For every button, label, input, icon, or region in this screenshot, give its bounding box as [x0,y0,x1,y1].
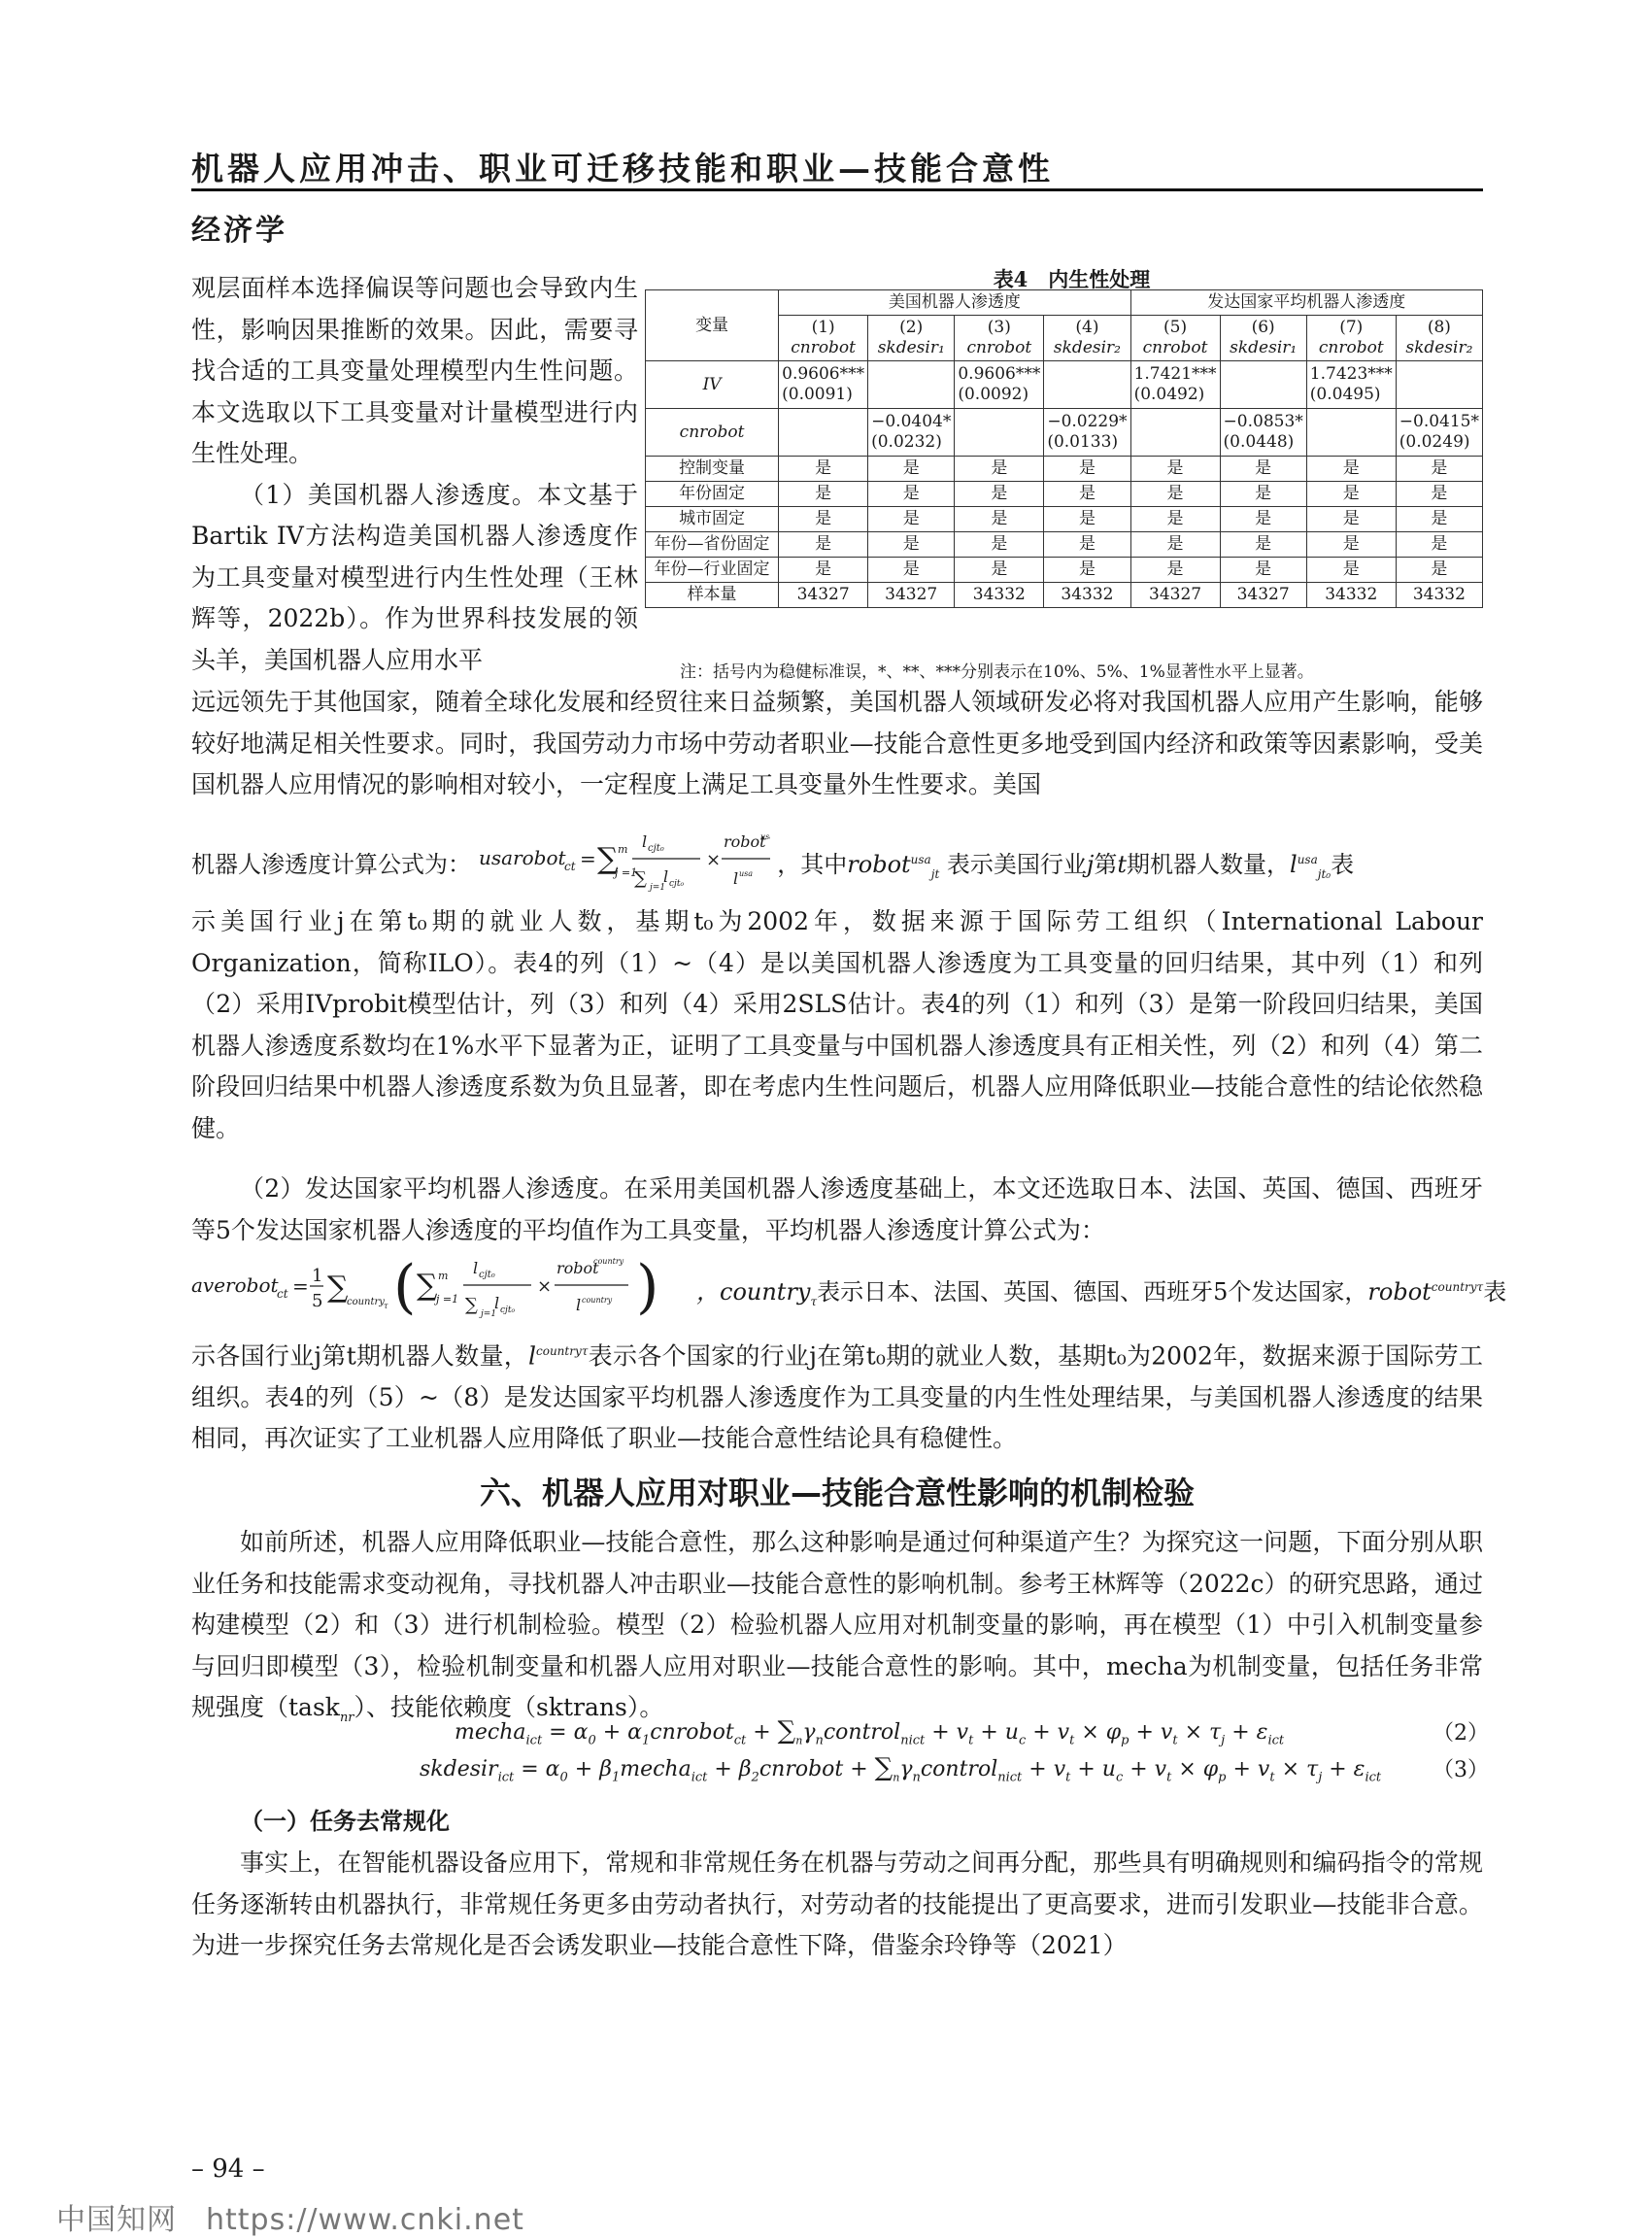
svg-text:l: l [576,1296,582,1314]
table-cell: 是 [1220,507,1306,532]
table-cell: 34327 [1220,583,1306,608]
table-col-header: (7) cnrobot [1306,316,1396,361]
article-running-title: 机器人应用冲击、职业可迁移技能和职业—技能合意性 [191,150,1054,187]
formula1-mid2: 第 [1094,851,1118,878]
svg-text:m: m [438,1270,449,1282]
svg-text:usarobot: usarobot [478,846,566,869]
svg-text:ct: ct [277,1287,288,1301]
svg-text:∑: ∑ [596,842,619,876]
table-cell: 是 [955,558,1044,583]
table-cell: −0.0229* (0.0133) [1044,409,1130,457]
left-column-text [191,268,638,681]
table-row-sample-size [646,583,1483,608]
table-cell: 是 [1396,558,1482,583]
table-cell: 是 [868,532,955,558]
svg-text:robot: robot [556,1259,599,1277]
table-cell: 是 [868,457,955,482]
subsection-paragraph-block [191,1843,1483,1967]
table-note: 注：括号内为稳健标准误，*、**、***分别表示在10%、5%、1%显著性水平上显著。 [680,662,1314,682]
developed-tail-b: 表示各个国家的行业j在第t₀期的就业人数，基期t₀为2002年，数据来源于国际劳工组织。表4的列（5）~（8）是发达国家平均机器人渗透度作为工具变量的内生性处理结果，与美国机器人渗透度的结果相同，再次证实了工业机器人应用降低了职业—技能合意性结论具有稳健性。 [191,1341,1483,1453]
table-cell: 0.9606*** (0.0091) [779,361,868,409]
equation-2-number: （2） [1433,1721,1489,1746]
svg-text:j=1: j=1 [481,1309,497,1319]
table-col-header: (1) cnrobot [779,316,868,361]
formula1-mid: 表示美国行业 [946,851,1087,878]
table-col-header: (5) cnrobot [1130,316,1220,361]
section6-paragraph-block [191,1522,1483,1740]
table-row [646,558,1483,583]
equation-2: mecha$_{ict}$ = $\alpha_0$ + $\alpha_1cnrobot_{ct}$ + $\sum_n\gamma_ncontrol_{nict} + v_t + u_c + v_t \times \varphi_p + v_t \times \tau_j + \varepsilon_{ict}$ [455,1716,1285,1748]
table-cell: 是 [1130,482,1220,507]
equation-3-number: （3） [1433,1758,1489,1782]
table-cell: 是 [868,558,955,583]
table-cell: 是 [1306,532,1396,558]
svg-text:=: = [292,1274,309,1298]
paragraph-continued [191,682,1483,806]
svg-text:l: l [641,832,647,851]
paragraph-us-robot-tail-block [191,901,1483,1149]
formula1-end: 表 [1331,851,1355,878]
section6-p1-text: 如前所述，机器人应用降低职业—技能合意性，那么这种影响是通过何种渠道产生？为探究这一问题，下面分别从职业任务和技能需求变动视角，寻找机器人冲击职业—技能合意性的影响机制。参考王林辉等（2022c）的研究思路，通过构建模型（2）和（3）进行机制检验。模型（2）检验机器人应用对机制变量的影响，再在模型（1）中引入机制变量参与回归即模型（3），检验机制变量和机器人应用对职业—技能合意性的影响。其中，mecha为机制变量，包括任务非常规强度（task [191,1528,1483,1721]
table-cell: 是 [1396,507,1482,532]
journal-name: 经济学 [191,214,287,248]
svg-text:∑: ∑ [417,1269,438,1303]
table-row [646,532,1483,558]
section6-p1-mid: ）、技能依赖度（sktrans）。 [354,1693,664,1721]
table-row-cnrobot [646,409,1483,457]
table-cell: 1.7423*** (0.0495) [1306,361,1396,409]
table-row-label: 年份固定 [646,482,779,507]
table-cell [1306,409,1396,457]
formula-usarobot [479,826,770,906]
formula-averobot-line: averobot ct = 1 5 ∑ country τ ( ∑ m j =1 l cjt₀ ∑ j=1 l cjt₀ × robot country l country ) ，country$_\tau$表示日本、法国、英国、德国、西班牙5个发达国家，robot$^{country\tau}$表 [191,1248,1483,1339]
table-cell: 是 [1220,457,1306,482]
table-cell: 是 [868,507,955,532]
subsection-paragraph: 事实上，在智能机器设备应用下，常规和非常规任务在机器与劳动之间再分配，那些具有明确规则和编码指令的常规任务逐渐转由机器执行，非常规任务更多由劳动者执行，对劳动者的技能提出了更高要求，进而引发职业—技能非合意。为进一步探究任务去常规化是否会诱发职业—技能合意性下降，借鉴余玲铮等（2021） [191,1848,1483,1959]
table-row-label: IV [646,361,779,409]
svg-text:×: × [537,1276,553,1297]
table-cell: 34332 [955,583,1044,608]
table-cell: 1.7421*** (0.0492) [1130,361,1220,409]
table-col-header: (2) skdesir₁ [868,316,955,361]
table-cell [955,409,1044,457]
svg-text:cjt₀: cjt₀ [647,843,664,854]
svg-text:l: l [494,1294,500,1312]
table-cell: 34327 [1130,583,1220,608]
table-cell: 是 [1306,482,1396,507]
table-var-header: 变量 [646,290,779,361]
table-cell [868,361,955,409]
svg-text:m: m [617,843,628,856]
watermark-url: https://www.cnki.net [206,2203,524,2237]
table-cell: −0.0853* (0.0448) [1220,409,1306,457]
svg-text:(: ( [393,1253,417,1321]
table-cell: 是 [1306,457,1396,482]
svg-text:j =1: j =1 [436,1293,459,1306]
paragraph-developed-tail-block [191,1331,1483,1460]
formula-usarobot-svg [479,826,770,894]
svg-text:l: l [473,1259,479,1277]
watermark-cn: 中国知网 [56,2203,177,2237]
svg-text:j=1: j=1 [649,883,665,893]
table-group-us: 美国机器人渗透度 [779,290,1130,316]
svg-text:∑: ∑ [327,1271,349,1305]
formula-averobot-svg [191,1248,696,1326]
paragraph-developed-tail: 示各国行业j第t期机器人数量，$l^{country\tau}$表示各个国家的行业j在第t₀期的就业人数，基期t₀为2002年，数据来源于国际劳工组织。表4的列（5）~（8）是发达国家平均机器人渗透度作为工具变量的内生性处理结果，与美国机器人渗透度的结果相同，再次证实了工业机器人应用降低了职业—技能合意性结论具有稳健性。 [191,1341,1483,1453]
svg-text:j =1: j =1 [614,866,637,879]
formula2-end: 表 [1483,1278,1507,1306]
subsection-heading: （一）任务去常规化 [240,1808,450,1835]
formula1-mid3: 期机器人数量， [1127,851,1291,878]
svg-text:cjt₀: cjt₀ [479,1270,495,1280]
table-cell: 是 [1044,507,1130,532]
table-cell: 是 [1220,482,1306,507]
formula2-mid: 表示日本、法国、英国、德国、西班牙5个发达国家， [817,1278,1368,1306]
table-cell: 是 [1130,532,1220,558]
developed-tail-a: 示各国行业j第t期机器人数量， [191,1341,528,1371]
table-row-label: 样本量 [646,583,779,608]
table-cell: 是 [779,558,868,583]
table-cell: 34332 [1306,583,1396,608]
table-cell [779,409,868,457]
svg-text:τ: τ [384,1302,388,1310]
svg-text:): ) [636,1253,659,1321]
table-cell: 是 [1396,532,1482,558]
svg-text:country: country [593,1257,624,1266]
equation-3: skdesir$_{ict}$ = $\alpha_0$ + $\beta_1mecha_{ict}$ + $\beta_2cnrobot$ + $\sum_n\gamma_ncontrol_{nict} + v_t + u_c + v_t \times \varphi_p + v_t \times \tau_j + \varepsilon_{ict}$ [420,1753,1382,1785]
table-row [646,507,1483,532]
table-col-header: (4) skdesir₂ [1044,316,1130,361]
formula-averobot [191,1248,696,1339]
table-row [646,457,1483,482]
table-cell: 是 [955,532,1044,558]
table-cell: 34327 [779,583,868,608]
table-cell: 是 [1044,558,1130,583]
table-cell: 是 [1396,457,1482,482]
svg-text:=: = [579,847,596,870]
svg-text:∑: ∑ [465,1295,478,1315]
formula-usarobot-line: 机器人渗透度计算公式为： usarobot ct = ∑ m j =1 l cjt₀ ∑ j=1 l cjt₀ × robot us l usa ，其中robot$^{usa}_{jt}$ 表示美国行业j第t期机器人数量，$l^{usa}_{jt_0}$表 [191,826,1483,906]
table-cell: 是 [1396,482,1482,507]
table-row-label: 城市固定 [646,507,779,532]
table-cell [1044,361,1130,409]
section6-p1-sub: nr [339,1711,354,1725]
table-cell: 是 [779,532,868,558]
table-cell: 是 [955,482,1044,507]
formula1-suffix: ，其中 [777,851,848,878]
svg-text:cjt₀: cjt₀ [668,879,684,889]
table-cell: 是 [779,482,868,507]
table-row-label: 控制变量 [646,457,779,482]
table-cell: 34332 [1396,583,1482,608]
svg-text:ct: ct [563,860,576,873]
table-col-header: (3) cnrobot [955,316,1044,361]
table-cell: −0.0404* (0.0232) [868,409,955,457]
table-cell: −0.0415* (0.0249) [1396,409,1482,457]
svg-text:country: country [582,1296,613,1305]
paragraph-developed-head: （2）发达国家平均机器人渗透度。在采用美国机器人渗透度基础上，本文还选取日本、法国、英国、德国、西班牙等5个发达国家机器人渗透度的平均值作为工具变量，平均机器人渗透度计算公式为： [191,1174,1483,1244]
table-cell [1130,409,1220,457]
svg-text:l: l [662,867,668,886]
table-group-developed: 发达国家平均机器人渗透度 [1130,290,1482,316]
table-fixed-effects [646,457,1483,583]
svg-text:usa: usa [738,869,753,878]
paragraph-us-robot-cont: 远远领先于其他国家，随着全球化发展和经贸往来日益频繁，美国机器人领域研发必将对我国机器人应用产生影响，能够较好地满足相关性要求。同时，我国劳动力市场中劳动者职业—技能合意性更多地受到国内经济和政策等因素影响，受美国机器人应用情况的影响相对较小，一定程度上满足工具变量外生性要求。美国 [191,688,1483,798]
table-cell: 34332 [1044,583,1130,608]
table-cell: 是 [779,457,868,482]
section-heading: 六、机器人应用对职业—技能合意性影响的机制检验 [479,1475,1195,1511]
svg-text:×: × [705,850,721,870]
table-row-label: cnrobot [646,409,779,457]
table-cell: 是 [955,457,1044,482]
table-cell: 是 [1130,507,1220,532]
table-row [646,482,1483,507]
header-rule [191,188,1483,191]
table-col-header: (6) skdesir₁ [1220,316,1306,361]
cnki-watermark [56,2195,524,2238]
table-col-header: (8) skdesir₂ [1396,316,1482,361]
table-cell: 是 [1306,558,1396,583]
svg-text:l: l [732,869,738,888]
svg-text:country: country [347,1297,385,1307]
table-cell: 是 [955,507,1044,532]
table-cell: 是 [779,507,868,532]
table-cell: 是 [868,482,955,507]
page-number: – 94 – [191,2154,265,2184]
table-cell: 是 [1306,507,1396,532]
table-cell: 是 [1044,482,1130,507]
svg-text:cjt₀: cjt₀ [500,1306,516,1315]
formula1-prefix: 机器人渗透度计算公式为： [191,851,471,878]
paragraph-developed-block [191,1169,1483,1251]
table-title: 表4 内生性处理 [993,267,1151,291]
table-cell: 是 [1220,532,1306,558]
svg-text:usa: us [759,832,769,841]
table-cell: 是 [1044,532,1130,558]
table-cell: 是 [1220,558,1306,583]
paragraph-endogeneity: 观层面样本选择偏误等问题也会导致内生性，影响因果推断的效果。因此，需要寻找合适的工具变量处理模型内生性问题。本文选取以下工具变量对计量模型进行内生性处理。 [191,274,638,467]
table-cell [1220,361,1306,409]
table-cell: 是 [1044,457,1130,482]
table-cell: 0.9606*** (0.0092) [955,361,1044,409]
table-row-label: 年份—省份固定 [646,532,779,558]
section6-paragraph [191,1522,1483,1740]
paragraph-us-robot: （1）美国机器人渗透度。本文基于Bartik IV方法构造美国机器人渗透度作为工具变量对模型进行内生性处理（王林辉等，2022b）。作为世界科技发展的领头羊，美国机器人应用水平 [191,480,638,674]
table-row-label: 年份—行业固定 [646,558,779,583]
table-cell [1396,361,1482,409]
table-endogeneity [645,289,1483,608]
table-row-iv [646,361,1483,409]
table-cell: 是 [1130,558,1220,583]
svg-text:averobot: averobot [191,1273,279,1297]
svg-text:5: 5 [312,1291,323,1311]
paragraph-us-robot-tail: 示美国行业j在第t₀期的就业人数，基期t₀为2002年，数据来源于国际劳工组织（International Labour Organization，简称ILO）。表4的列（1）~（4）是以美国机器人渗透度为工具变量的回归结果，其中列（1）和列（2）采用IVprobit模型估计，列（3）和列（4）采用2SLS估计。表4的列（1）和列（3）是第一阶段回归结果，美国机器人渗透度系数均在1%水平下显著为正，证明了工具变量与中国机器人渗透度具有正相关性，列（2）和列（4）第二阶段回归结果中机器人渗透度系数为负且显著，即在考虑内生性问题后，机器人应用降低职业—技能合意性的结论依然稳健。 [191,907,1483,1142]
svg-text:1: 1 [312,1266,323,1286]
table-cell: 34327 [868,583,955,608]
svg-text:∑: ∑ [633,868,647,889]
svg-text:robot: robot [723,832,766,851]
formula2-suffix: ，country [696,1278,811,1306]
table-cell: 是 [1130,457,1220,482]
